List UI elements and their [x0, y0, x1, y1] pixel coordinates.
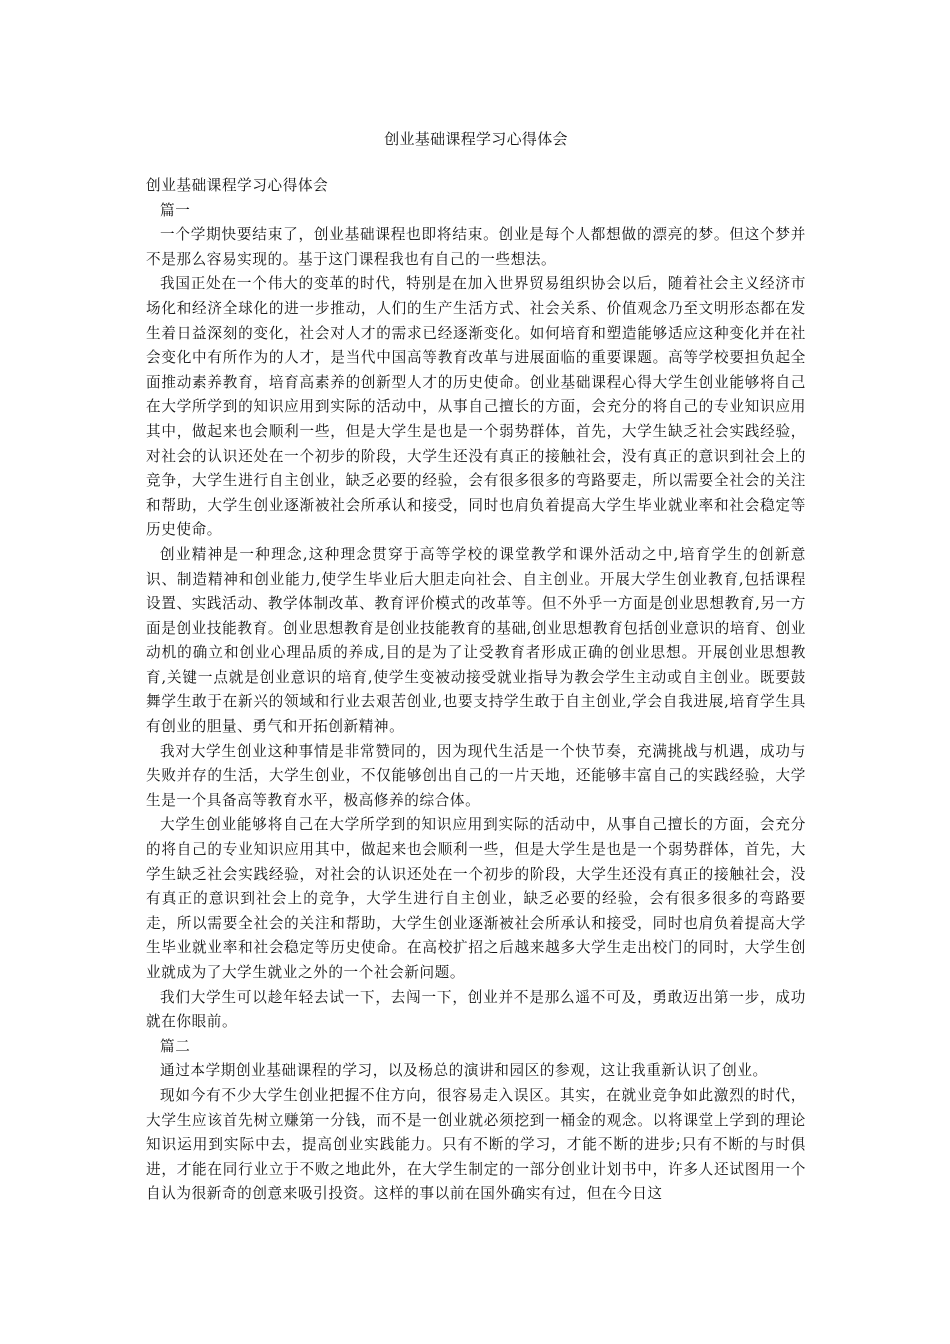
section-label: 篇一 [160, 201, 191, 219]
paragraph: 现如今有不少大学生创业把握不住方向，很容易走入误区。其实，在就业竞争如此激烈的时代，大学生应该首先树立赚第一分钱，而不是一创业就必须挖到一桶金的观念。以将课堂上学到的理论知识运用到实际中去，提高创业实践能力。只有不断的学习，才能不断的进步;只有不断的与时俱进，才能在同行业立于不败之地此外，在大学生制定的一部分创业计划书中，许多人还试图用一个自认为很新奇的创意来吸引投资。这样的事以前在国外确实有过，但在今日这 [146, 1086, 806, 1203]
paragraph: 我们大学生可以趁年轻去试一下，去闯一下，创业并不是那么遥不可及，勇敢迈出第一步，成功就在你眼前。 [146, 988, 806, 1031]
document-body [146, 174, 806, 1207]
document-title: 创业基础课程学习心得体会 [384, 130, 568, 148]
paragraph: 我国正处在一个伟大的变革的时代，特别是在加入世界贸易组织协会以后，随着社会主义经济市场化和经济全球化的进一步推动，人们的生产生活方式、社会关系、价值观念乃至文明形态都在发生着日益深刻的变化，社会对人才的需求已经逐渐变化。如何培育和塑造能够适应这种变化并在社会变化中有所作为的人才，是当代中国高等教育改革与进展面临的重要课题。高等学校要担负起全面推动素养教育，培育高素养的创新型人才的历史使命。创业基础课程心得大学生创业能够将自己在大学所学到的知识应用到实际的活动中，从事自己擅长的方面，会充分的将自己的专业知识应用其中，做起来也会顺利一些，但是大学生是也是一个弱势群体，首先，大学生缺乏社会实践经验，对社会的认识还处在一个初步的阶段，大学生还没有真正的接触社会，没有真正的意识到社会上的竞争，大学生进行自主创业，缺乏必要的经验，会有很多很多的弯路要走，所以需要全社会的关注和帮助，大学生创业逐渐被社会所承认和接受，同时也肩负着提高大学生毕业就业率和社会稳定等历史使命。 [146, 275, 806, 539]
paragraph: 通过本学期创业基础课程的学习，以及杨总的演讲和园区的参观，这让我重新认识了创业。 [160, 1062, 768, 1080]
paragraph: 我对大学生创业这种事情是非常赞同的，因为现代生活是一个快节奏，充满挑战与机遇，成功与失败并存的生活，大学生创业，不仅能够创出自己的一片天地，还能够丰富自己的实践经验，大学生是一个具备高等教育水平，极高修养的综合体。 [146, 742, 806, 809]
section-label: 篇二 [160, 1037, 191, 1055]
document-subtitle: 创业基础课程学习心得体会 [146, 177, 329, 194]
paragraph: 创业精神是一种理念,这种理念贯穿于高等学校的课堂教学和课外活动之中,培育学生的创新意识、制造精神和创业能力,使学生毕业后大胆走向社会、自主创业。开展大学生创业教育,包括课程设置、实践活动、教学体制改革、教育评价模式的改革等。但不外乎一方面是创业思想教育,另一方面是创业技能教育。创业思想教育是创业技能教育的基础,创业思想教育包括创业意识的培育、创业动机的确立和创业心理品质的养成,目的是为了让受教育者形成正确的创业思想。开展创业思想教育,关键一点就是创业意识的培育,使学生变被动接受就业指导为教会学生主动或自主创业。既要鼓舞学生敢于在新兴的领域和行业去艰苦创业,也要支持学生敢于自主创业,学会自我进展,培育学生具有创业的胆量、勇气和开拓创新精神。 [146, 545, 806, 736]
paragraph: 大学生创业能够将自己在大学所学到的知识应用到实际的活动中，从事自己擅长的方面，会充分的将自己的专业知识应用其中，做起来也会顺利一些，但是大学生是也是一个弱势群体，首先，大学生缺乏社会实践经验，对社会的认识还处在一个初步的阶段，大学生还没有真正的接触社会，没有真正的意识到社会上的竞争，大学生进行自主创业，缺乏必要的经验，会有很多很多的弯路要走，所以需要全社会的关注和帮助，大学生创业逐渐被社会所承认和接受，同时也肩负着提高大学生毕业就业率和社会稳定等历史使命。在高校扩招之后越来越多大学生走出校门的同时，大学生创业就成为了大学生就业之外的一个社会新问题。 [146, 816, 806, 981]
paragraph: 一个学期快要结束了，创业基础课程也即将结束。创业是每个人都想做的漂亮的梦。但这个梦并不是那么容易实现的。基于这门课程我也有自己的一些想法。 [146, 226, 806, 268]
